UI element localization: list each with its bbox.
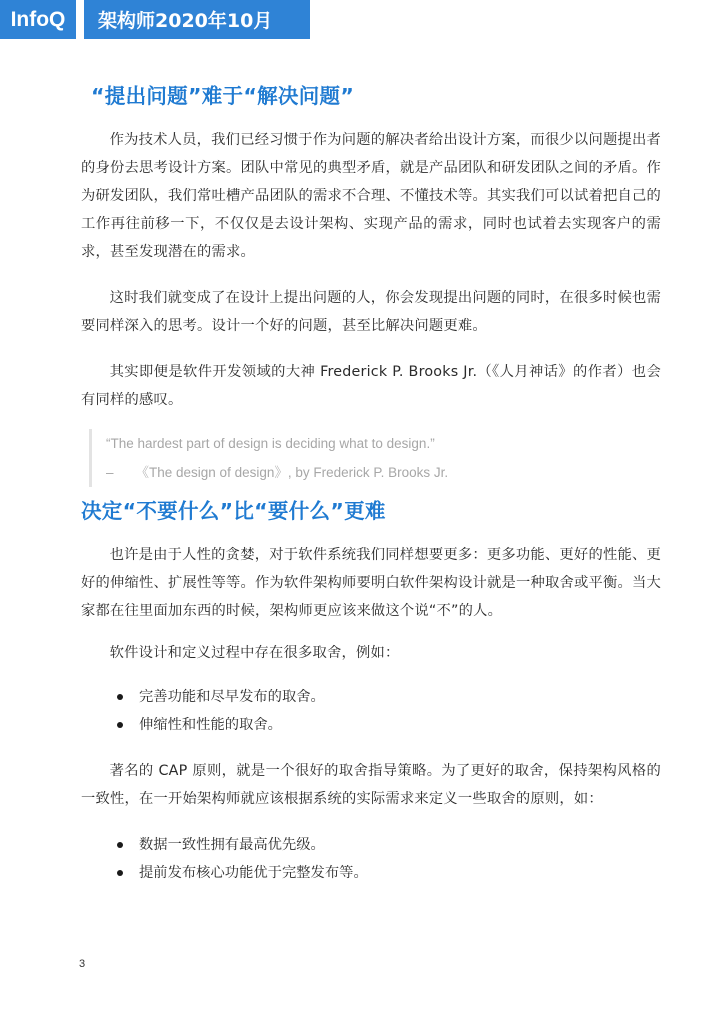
- quote-text: “The hardest part of design is deciding what to design.”: [106, 436, 435, 451]
- quote-source: 《The design of design》, by Frederick P. Brooks Jr.: [135, 465, 449, 480]
- bullet-list-tradeoffs: [81, 683, 661, 739]
- list-item: [117, 859, 661, 887]
- paragraph: 作为技术人员，我们已经习惯于作为问题的解决者给出设计方案，而很少以问题提出者的身份去思考设计方案。团队中常见的典型矛盾，就是产品团队和研发团队之间的矛盾。作为研发团队，我们常吐槽产品团队的需求不合理、不懂技术等。其实我们可以试着把自己的工作再往前移一下，不仅仅是去设计架构、实现产品的需求，同时也试着去实现客户的需求，甚至发现潜在的需求。: [81, 132, 661, 260]
- paragraph: 这时我们就变成了在设计上提出问题的人，你会发现提出问题的同时，在很多时候也需要同样深入的思考。设计一个好的问题，甚至比解决问题更难。: [81, 290, 661, 334]
- list-item-text: 完善功能和尽早发布的取舍。: [139, 689, 325, 705]
- quote-attribution: [106, 458, 661, 487]
- issue-label: 架构师2020年10月: [98, 10, 273, 32]
- list-item-text: 提前发布核心功能优于完整发布等。: [139, 865, 368, 881]
- bullet-icon: [117, 722, 123, 728]
- paragraph: 著名的 CAP 原则，就是一个很好的取舍指导策略。为了更好的取舍，保持架构风格的一致性，在一开始架构师就应该根据系统的实际需求来定义一些取舍的原则，如：: [81, 763, 661, 807]
- section-heading-2: 决定“不要什么”比“要什么”更难: [81, 499, 386, 523]
- page-header: [0, 0, 310, 39]
- list-item: [117, 683, 661, 711]
- bullet-icon: [117, 842, 123, 848]
- list-item-text: 数据一致性拥有最高优先级。: [139, 837, 325, 853]
- page-number: 3: [79, 958, 86, 970]
- bullet-icon: [117, 694, 123, 700]
- paragraph: 也许是由于人性的贪婪，对于软件系统我们同样想要更多：更多功能、更好的性能、更好的伸缩性、扩展性等等。作为软件架构师要明白软件架构设计就是一种取舍或平衡。当大家都在往里面加东西的时候，架构师更应该来做这个说“不”的人。: [81, 547, 661, 619]
- article-body: [81, 80, 661, 887]
- quote-dash: –: [106, 465, 114, 480]
- section-heading-1: “提出问题”难于“解决问题”: [91, 84, 355, 108]
- list-item-text: 伸缩性和性能的取舍。: [139, 717, 282, 733]
- paragraph: 软件设计和定义过程中存在很多取舍，例如：: [109, 645, 400, 661]
- brand-logo: [0, 0, 76, 39]
- paragraph: 其实即便是软件开发领域的大神 Frederick P. Brooks Jr.（《人月神话》的作者）也会有同样的感叹。: [81, 364, 661, 408]
- bullet-icon: [117, 870, 123, 876]
- list-item: [117, 711, 661, 739]
- list-item: [117, 831, 661, 859]
- brand-name: InfoQ: [10, 7, 66, 31]
- quote-block: [89, 429, 661, 487]
- issue-title: [84, 0, 310, 39]
- bullet-list-principles: [81, 831, 661, 887]
